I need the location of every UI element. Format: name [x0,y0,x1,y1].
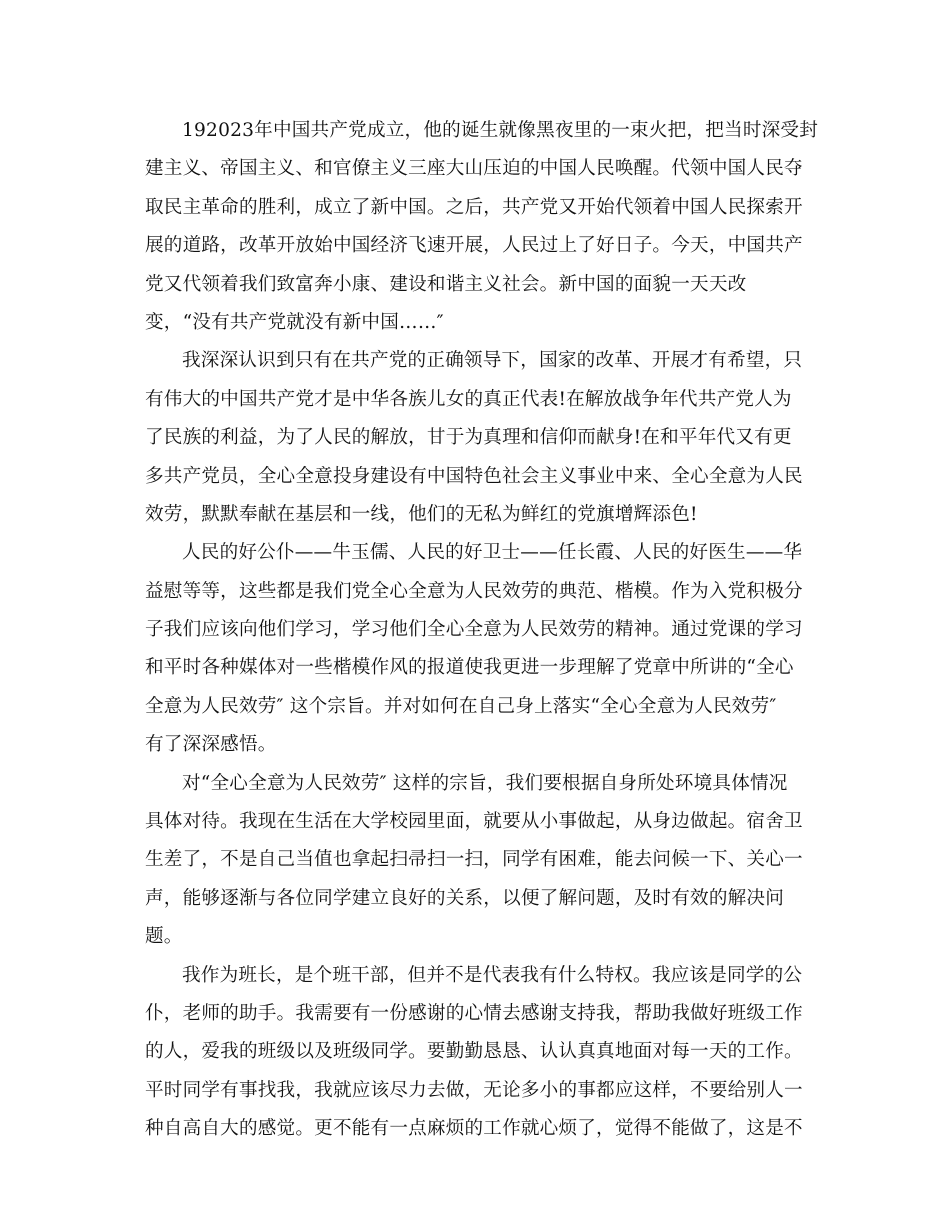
text-line: 展的道路，改革开放始中国经济飞速开展，人民过上了好日子。今天，中国共产 [145,235,803,257]
text-line: 子我们应该向他们学习，学习他们全心全意为人民效劳的精神。通过党课的学习 [145,619,803,641]
text-line: 全意为人民效劳″ 这个宗旨。并对如何在自己身上落实“全心全意为人民效劳″ [145,695,777,717]
paragraph-3 [145,534,805,764]
text-line: 人民的好公仆——牛玉儒、人民的好卫士——任长霞、人民的好医生——华 [182,542,803,564]
text-line: 种自高自大的感觉。更不能有一点麻烦的工作就心烦了，觉得不能做了，这是不 [145,1118,803,1140]
text-line: 益慰等等，这些都是我们党全心全意为人民效劳的典范、楷模。作为入党积极分 [145,580,803,602]
text-line: 有伟大的中国共产党才是中华各族儿女的真正代表!在解放战争年代共产党人为 [145,388,792,410]
text-line: 党又代领着我们致富奔小康、建设和谐主义社会。新中国的面貌一天天改 [145,273,747,295]
text-line: 我深深认识到只有在共产党的正确领导下，国家的改革、开展才有希望，只 [182,350,803,372]
document-page [145,112,818,1149]
text-line: 多共产党员，全心全意投身建设有中国特色社会主义事业中来、全心全意为人民 [145,465,803,487]
text-line: 了民族的利益，为了人民的解放，甘于为真理和信仰而献身!在和平年代又有更 [145,427,792,449]
text-line: 仆，老师的助手。我需要有一份感谢的心情去感谢支持我，帮助我做好班级工作 [145,1002,803,1024]
text-line: 有了深深感悟。 [145,734,277,756]
text-line: 题。 [145,926,183,948]
text-line: 变，“没有共产党就没有新中国……″ [145,311,444,333]
text-line: 192023年中国共产党成立，他的诞生就像黑夜里的一束火把，把当时深受封 [182,120,818,141]
text-line: 和平时各种媒体对一些楷模作风的报道使我更进一步理解了党章中所讲的“全心 [145,657,794,679]
text-line: 对“全心全意为人民效劳″ 这样的宗旨，我们要根据自身所处环境具体情况 [182,772,788,794]
text-line: 我作为班长，是个班干部，但并不是代表我有什么特权。我应该是同学的公 [182,964,803,986]
text-line: 平时同学有事找我，我就应该尽力去做，无论多小的事都应这样，不要给别人一 [145,1079,803,1101]
text-line: 生差了，不是自己当值也拿起扫帚扫一扫，同学有困难，能去问候一下、关心一 [145,849,803,871]
text-line: 的人，爱我的班级以及班级同学。要勤勤恳恳、认认真真地面对每一天的工作。 [145,1041,803,1063]
paragraph-2 [145,342,805,534]
paragraph-4 [145,765,805,957]
text-line: 取民主革命的胜利，成立了新中国。之后，共产党又开始代领着中国人民探索开 [145,196,803,218]
text-line: 具体对待。我现在生活在大学校园里面，就要从小事做起，从身边做起。宿舍卫 [145,811,803,833]
paragraph-1 [145,112,818,342]
text-line: 声，能够逐渐与各位同学建立良好的关系，以便了解问题，及时有效的解决问 [145,887,784,909]
paragraph-5 [145,957,805,1149]
text-line: 建主义、帝国主义、和官僚主义三座大山压迫的中国人民唤醒。代领中国人民夺 [145,158,803,180]
text-line: 效劳，默默奉献在基层和一线，他们的无私为鲜红的党旗增辉添色! [145,503,698,525]
